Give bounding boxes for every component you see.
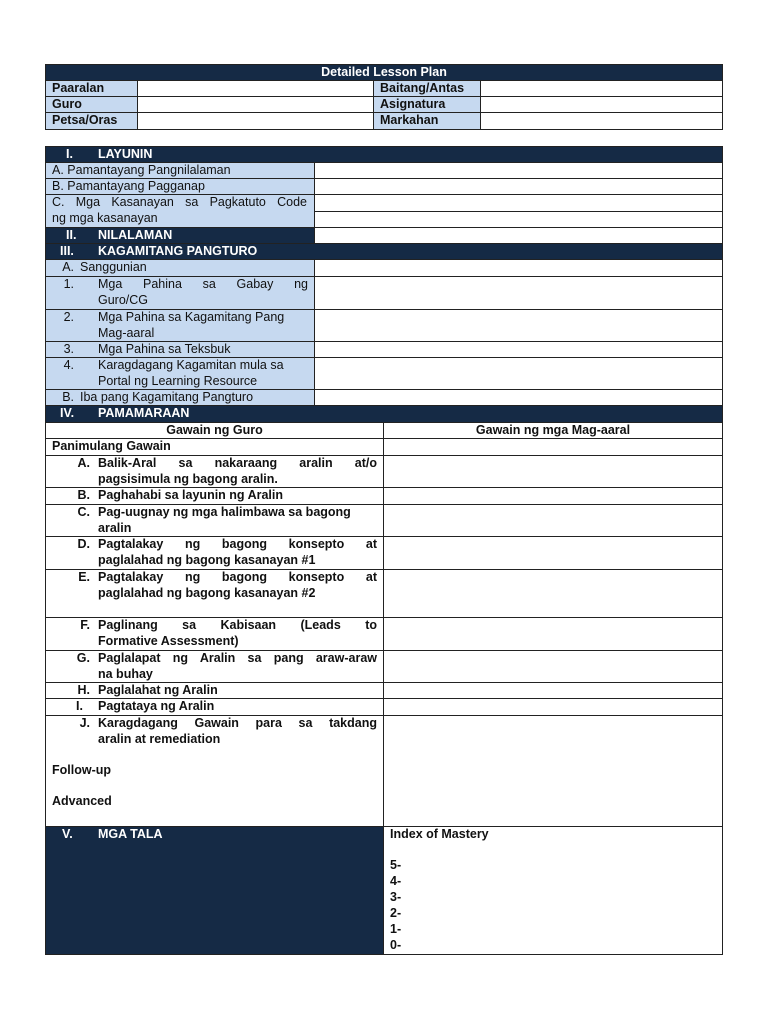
kagamitan-header-cell	[45, 243, 723, 260]
step-h-letter: H.	[77, 683, 90, 697]
step-j-line1: Karagdagang Gawain para sa takdang	[98, 716, 377, 730]
mastery-level-1: 1-	[390, 922, 402, 936]
kagamitan-row-2	[45, 309, 723, 342]
teksbuk-text: Mga Pahina sa Teksbuk	[98, 342, 231, 356]
section-layunin-header	[45, 146, 723, 163]
pamantayang-pagganap-field[interactable]	[314, 178, 723, 195]
markahan-label: Markahan	[373, 112, 481, 130]
teksbuk-label	[45, 341, 315, 358]
step-a-letter: A.	[77, 456, 90, 470]
section-kagamitan-header	[45, 243, 723, 260]
step-c-letter: C.	[77, 505, 90, 519]
step-c-line2: aralin	[98, 521, 132, 535]
mga-kasanayan-line1: C. Mga Kasanayan sa Pagkatuto Code	[52, 195, 307, 209]
nilalaman-field[interactable]	[314, 227, 723, 244]
karagdagang-line2: Portal ng Learning Resource	[98, 374, 258, 388]
pamamaraan-columns-row	[45, 422, 723, 439]
kagamitan-number: III.	[60, 244, 74, 258]
header-row-guro	[45, 96, 723, 113]
step-i-field[interactable]	[383, 698, 723, 716]
kagamitang-number: 2.	[63, 310, 74, 324]
karagdagang-line1: Karagdagang Kagamitan mula sa	[98, 358, 284, 372]
gawain-ng-magaaral-header: Gawain ng mga Mag-aaral	[383, 422, 723, 439]
mga-tala-number: V.	[62, 827, 73, 841]
step-f-field[interactable]	[383, 617, 723, 651]
pamamaraan-number: IV.	[60, 406, 75, 420]
document-title: Detailed Lesson Plan	[45, 64, 723, 81]
step-b-field[interactable]	[383, 487, 723, 505]
asignatura-label: Asignatura	[373, 96, 481, 113]
section-mga-tala	[45, 826, 723, 955]
step-e-letter: E.	[78, 570, 90, 584]
kagamitan-row-b	[45, 389, 723, 406]
kagamitan-row-1	[45, 276, 723, 310]
step-h-field[interactable]	[383, 682, 723, 699]
step-e-line1: Pagtalakay ng bagong konsepto at	[98, 570, 377, 584]
layunin-row-a	[45, 162, 723, 179]
karagdagang-kagamitan-field[interactable]	[314, 357, 723, 390]
pamantayang-pangnilalaman-field[interactable]	[314, 162, 723, 179]
pamamaraan-title: PAMAMARAAN	[98, 406, 190, 420]
step-i-letter: I.	[76, 699, 83, 713]
step-a-line2: pagsisimula ng bagong aralin.	[98, 472, 278, 486]
step-row-a	[45, 455, 723, 488]
panimulang-gawain-row	[45, 438, 723, 456]
step-i-line1: Pagtataya ng Aralin	[98, 699, 215, 713]
index-of-mastery-cell[interactable]	[383, 826, 723, 955]
gawain-ng-guro-header: Gawain ng Guro	[45, 422, 384, 439]
mga-kasanayan-label	[45, 194, 315, 228]
step-row-h	[45, 682, 723, 699]
sanggunian-letter: A.	[62, 260, 74, 274]
mga-tala-title: MGA TALA	[98, 827, 163, 841]
panimulang-gawain-field[interactable]	[383, 438, 723, 456]
pamantayang-pangnilalaman-label: A. Pamantayang Pangnilalaman	[45, 162, 315, 179]
karagdagang-number: 4.	[63, 358, 74, 372]
kagamitang-line1: Mga Pahina sa Kagamitang Pang	[98, 310, 285, 324]
kagamitan-row-a	[45, 259, 723, 277]
nilalaman-number: II.	[66, 228, 77, 242]
layunin-header-cell	[45, 146, 723, 163]
step-b-letter: B.	[77, 488, 90, 502]
step-h-label	[45, 682, 384, 699]
step-g-letter: G.	[76, 651, 90, 665]
step-d-field[interactable]	[383, 536, 723, 570]
asignatura-field[interactable]	[480, 96, 723, 113]
step-g-line2: na buhay	[98, 667, 153, 681]
iba-pang-kagamitan-field[interactable]	[314, 389, 723, 406]
petsa-label: Petsa/Oras	[45, 112, 138, 130]
step-c-field[interactable]	[383, 504, 723, 537]
guro-label: Guro	[45, 96, 138, 113]
step-d-line1: Pagtalakay ng bagong konsepto at	[98, 537, 377, 551]
step-f-line1: Paglinang sa Kabisaan (Leads to	[98, 618, 377, 632]
step-e-label	[45, 569, 384, 618]
header-title-row	[45, 64, 723, 81]
teksbuk-number: 3.	[63, 342, 74, 356]
mastery-level-5: 5-	[390, 858, 402, 872]
kagamitang-line2: Mag-aaral	[98, 326, 155, 340]
step-a-field[interactable]	[383, 455, 723, 488]
sanggunian-field[interactable]	[314, 259, 723, 277]
advanced-label: Advanced	[52, 794, 112, 808]
step-row-e	[45, 569, 723, 618]
gabay-ng-guro-label	[45, 276, 315, 310]
iba-pang-text: Iba pang Kagamitang Pangturo	[80, 390, 254, 404]
mastery-level-2: 2-	[390, 906, 402, 920]
step-i-label	[45, 698, 384, 716]
step-j-field[interactable]	[383, 715, 723, 827]
step-row-b	[45, 487, 723, 505]
teksbuk-field[interactable]	[314, 341, 723, 358]
step-g-label	[45, 650, 384, 683]
kagamitan-row-4	[45, 357, 723, 390]
step-g-field[interactable]	[383, 650, 723, 683]
guro-field[interactable]	[137, 96, 374, 113]
kagamitan-title: KAGAMITANG PANGTURO	[98, 244, 258, 258]
step-b-line1: Paghahabi sa layunin ng Aralin	[98, 488, 283, 502]
step-b-label	[45, 487, 384, 505]
baitang-field[interactable]	[480, 80, 723, 97]
kagamitan-row-3	[45, 341, 723, 358]
layunin-row-c	[45, 194, 723, 228]
petsa-field[interactable]	[137, 112, 374, 130]
header-row-paaralan	[45, 80, 723, 97]
step-a-label	[45, 455, 384, 488]
step-j-line2: aralin at remediation	[98, 732, 221, 746]
pamamaraan-header-cell	[45, 405, 723, 423]
mga-tala-cell	[45, 826, 384, 955]
step-d-label	[45, 536, 384, 570]
step-a-line1: Balik-Aral sa nakaraang aralin at/o	[98, 456, 377, 470]
step-j-letter: J.	[79, 716, 90, 730]
step-row-f	[45, 617, 723, 651]
paaralan-field[interactable]	[137, 80, 374, 97]
step-row-c	[45, 504, 723, 537]
step-row-g	[45, 650, 723, 683]
step-f-label	[45, 617, 384, 651]
karagdagang-kagamitan-label	[45, 357, 315, 390]
kagamitang-pang-magaaral-label	[45, 309, 315, 342]
step-row-d	[45, 536, 723, 570]
iba-pang-kagamitan-label	[45, 389, 315, 406]
mga-kasanayan-field-1[interactable]	[314, 194, 723, 212]
mastery-level-3: 3-	[390, 890, 402, 904]
mga-kasanayan-line2: ng mga kasanayan	[52, 211, 158, 225]
sanggunian-label	[45, 259, 315, 277]
kagamitang-pang-magaaral-field[interactable]	[314, 309, 723, 342]
layunin-row-b	[45, 178, 723, 195]
nilalaman-header-cell	[45, 227, 315, 244]
step-d-letter: D.	[77, 537, 90, 551]
step-g-line1: Paglalapat ng Aralin sa pang araw-araw	[98, 651, 377, 665]
layunin-number: I.	[66, 147, 73, 161]
gabay-number: 1.	[63, 277, 74, 291]
step-c-line1: Pag-uugnay ng mga halimbawa sa bagong	[98, 505, 351, 519]
step-f-letter: F.	[80, 618, 90, 632]
index-of-mastery-title: Index of Mastery	[390, 827, 489, 841]
step-j-label	[45, 715, 384, 827]
step-h-line1: Paglalahat ng Aralin	[98, 683, 218, 697]
paaralan-label: Paaralan	[45, 80, 138, 97]
step-e-field[interactable]	[383, 569, 723, 618]
header-row-petsa	[45, 112, 723, 130]
nilalaman-title: NILALAMAN	[98, 228, 173, 242]
pamantayang-pagganap-label: B. Pamantayang Pagganap	[45, 178, 315, 195]
gabay-ng-guro-field[interactable]	[314, 276, 723, 310]
followup-label: Follow-up	[52, 763, 112, 777]
baitang-label: Baitang/Antas	[373, 80, 481, 97]
mastery-level-0: 0-	[390, 938, 402, 952]
step-f-line2: Formative Assessment)	[98, 634, 239, 648]
section-pamamaraan-header	[45, 405, 723, 423]
panimulang-gawain-label: Panimulang Gawain	[45, 438, 384, 456]
step-e-line2: paglalahad ng bagong kasanayan #2	[98, 586, 316, 600]
iba-pang-letter: B.	[62, 390, 74, 404]
gabay-line2: Guro/CG	[98, 293, 149, 307]
sanggunian-text: Sanggunian	[80, 260, 147, 274]
section-nilalaman	[45, 227, 723, 244]
gabay-line1: Mga Pahina sa Gabay ng	[98, 277, 308, 291]
step-row-j	[45, 715, 723, 827]
step-c-label	[45, 504, 384, 537]
step-row-i	[45, 698, 723, 716]
mastery-level-4: 4-	[390, 874, 402, 888]
layunin-title: LAYUNIN	[98, 147, 153, 161]
mga-kasanayan-field-2[interactable]	[314, 211, 723, 228]
markahan-field[interactable]	[480, 112, 723, 130]
step-d-line2: paglalahad ng bagong kasanayan #1	[98, 553, 316, 567]
